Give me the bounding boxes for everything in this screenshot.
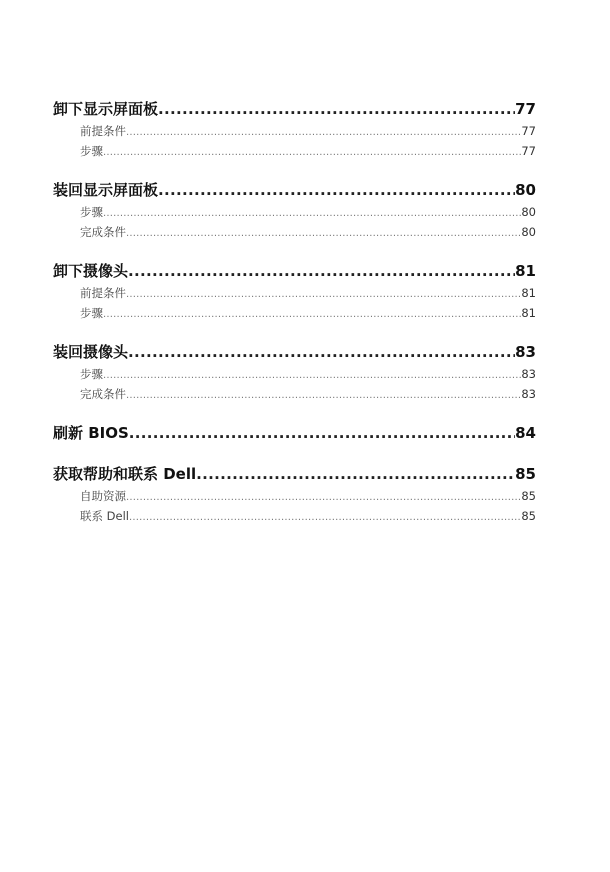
toc-entry[interactable] bbox=[53, 260, 536, 283]
toc-subentry[interactable] bbox=[53, 506, 536, 526]
toc-section bbox=[53, 179, 536, 242]
toc-subentry-page: 80 bbox=[521, 205, 536, 219]
toc-section bbox=[53, 463, 536, 526]
toc-subentry[interactable] bbox=[53, 384, 536, 404]
toc-subentry-title: 步骤 bbox=[80, 367, 103, 381]
toc-subentry-title: 步骤 bbox=[80, 144, 103, 158]
toc-entry[interactable] bbox=[53, 179, 536, 202]
toc-subentry[interactable] bbox=[53, 283, 536, 303]
toc-subentry-title: 自助资源 bbox=[80, 489, 126, 503]
dot-leader bbox=[128, 260, 515, 283]
dot-leader bbox=[126, 224, 521, 244]
dot-leader bbox=[126, 488, 521, 508]
toc-entry-page: 81 bbox=[515, 262, 536, 280]
toc-subentry-page: 85 bbox=[521, 489, 536, 503]
dot-leader bbox=[128, 341, 515, 364]
toc-subentry[interactable] bbox=[53, 364, 536, 384]
toc-subentry-page: 83 bbox=[521, 367, 536, 381]
toc-subentry-title: 步骤 bbox=[80, 306, 103, 320]
toc-section bbox=[53, 260, 536, 323]
toc-section bbox=[53, 422, 536, 445]
toc-subentry-page: 83 bbox=[521, 387, 536, 401]
toc-entry-title: 卸下显示屏面板 bbox=[53, 100, 159, 118]
dot-leader bbox=[103, 204, 521, 224]
dot-leader bbox=[103, 366, 521, 386]
toc-entry-page: 77 bbox=[515, 100, 536, 118]
toc-entry-page: 85 bbox=[515, 465, 536, 483]
toc-subentry-title: 完成条件 bbox=[80, 225, 126, 239]
toc-entry-title: 卸下摄像头 bbox=[53, 262, 129, 280]
toc-subentry[interactable] bbox=[53, 141, 536, 161]
toc-entry-page: 80 bbox=[515, 181, 536, 199]
toc-entry[interactable] bbox=[53, 98, 536, 121]
toc-entry-title: 装回显示屏面板 bbox=[53, 181, 159, 199]
toc-subentry-title: 步骤 bbox=[80, 205, 103, 219]
toc-subentry-page: 81 bbox=[521, 306, 536, 320]
toc-subentry-page: 80 bbox=[521, 225, 536, 239]
dot-leader bbox=[196, 463, 515, 486]
dot-leader bbox=[126, 386, 521, 406]
dot-leader bbox=[129, 508, 521, 528]
toc-subentry-page: 77 bbox=[521, 144, 536, 158]
toc-entry-title: 装回摄像头 bbox=[53, 343, 129, 361]
toc-subentry-title: 完成条件 bbox=[80, 387, 126, 401]
table-of-contents bbox=[53, 98, 536, 544]
toc-entry[interactable] bbox=[53, 341, 536, 364]
dot-leader bbox=[103, 143, 521, 163]
dot-leader bbox=[126, 123, 521, 143]
toc-entry-title: 刷新 BIOS bbox=[53, 424, 129, 442]
dot-leader bbox=[158, 98, 515, 121]
dot-leader bbox=[158, 179, 515, 202]
toc-subentry-page: 81 bbox=[521, 286, 536, 300]
dot-leader bbox=[129, 422, 515, 445]
toc-subentry[interactable] bbox=[53, 121, 536, 141]
toc-subentry-title: 前提条件 bbox=[80, 124, 126, 138]
toc-subentry-page: 77 bbox=[521, 124, 536, 138]
toc-subentry[interactable] bbox=[53, 303, 536, 323]
toc-entry-page: 84 bbox=[515, 424, 536, 442]
toc-section bbox=[53, 98, 536, 161]
toc-subentry[interactable] bbox=[53, 486, 536, 506]
toc-entry-title: 获取帮助和联系 Dell bbox=[53, 465, 197, 483]
toc-subentry-page: 85 bbox=[521, 509, 536, 523]
toc-subentry-title: 联系 Dell bbox=[80, 509, 129, 523]
toc-entry[interactable] bbox=[53, 422, 536, 445]
dot-leader bbox=[103, 305, 521, 325]
toc-subentry[interactable] bbox=[53, 202, 536, 222]
dot-leader bbox=[126, 285, 521, 305]
toc-section bbox=[53, 341, 536, 404]
toc-entry-page: 83 bbox=[515, 343, 536, 361]
toc-entry[interactable] bbox=[53, 463, 536, 486]
toc-subentry-title: 前提条件 bbox=[80, 286, 126, 300]
toc-subentry[interactable] bbox=[53, 222, 536, 242]
